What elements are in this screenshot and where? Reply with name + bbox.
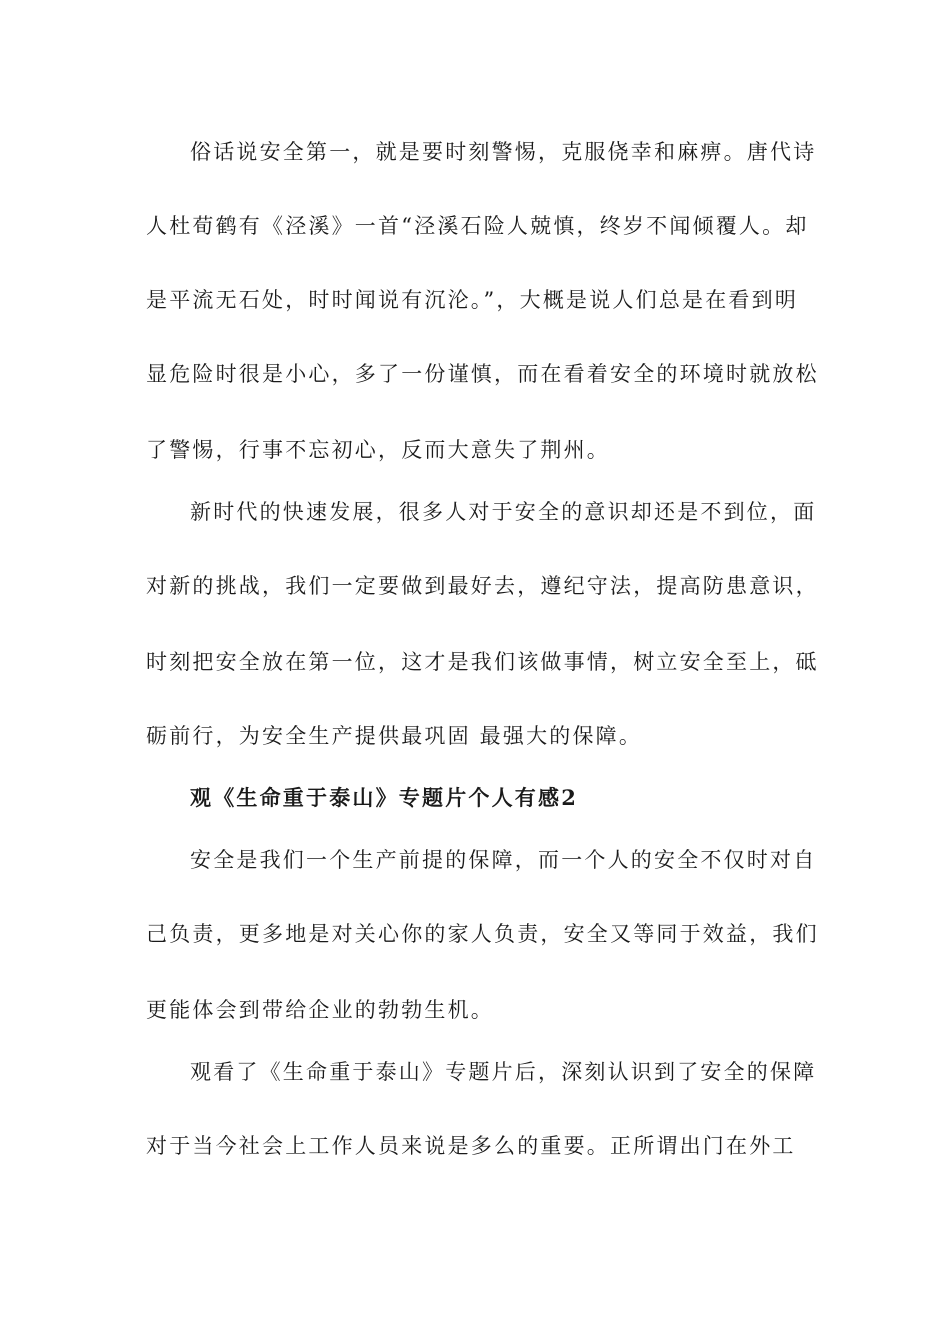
paragraph-3-line-2: 己负责，更多地是对关心你的家人负责，安全又等同于效益，我们 [146, 922, 819, 946]
paragraph-1-line-1: 俗话说安全第一，就是要时刻警惕，克服侥幸和麻痹。唐代诗 [190, 140, 817, 164]
paragraph-3-line-3: 更能体会到带给企业的勃勃生机。 [146, 998, 494, 1022]
paragraph-2-line-4: 砺前行，为安全生产提供最巩固 最强大的保障。 [146, 724, 643, 748]
paragraph-1-line-2: 人杜荀鹤有《泾溪》一首“泾溪石险人兢慎，终岁不闻倾覆人。却 [146, 214, 809, 238]
paragraph-2-line-1: 新时代的快速发展，很多人对于安全的意识却还是不到位，面 [190, 500, 817, 524]
paragraph-3-line-1: 安全是我们一个生产前提的保障，而一个人的安全不仅时对自 [190, 848, 817, 872]
paragraph-1-line-3: 是平流无石处，时时闻说有沉沦。”，大概是说人们总是在看到明 [146, 288, 799, 312]
paragraph-2-line-2: 对新的挑战，我们一定要做到最好去，遵纪守法，提高防患意识， [146, 574, 819, 598]
paragraph-4-line-2: 对于当今社会上工作人员来说是多么的重要。正所谓出门在外工 [146, 1134, 796, 1158]
paragraph-4-line-1: 观看了《生命重于泰山》专题片后，深刻认识到了安全的保障 [190, 1060, 817, 1084]
paragraph-2-line-3: 时刻把安全放在第一位，这才是我们该做事情，树立安全至上，砥 [146, 650, 819, 674]
paragraph-1-line-4: 显危险时很是小心，多了一份谨慎，而在看着安全的环境时就放松 [146, 362, 819, 386]
paragraph-1-line-5: 了警惕，行事不忘初心，反而大意失了荆州。 [146, 438, 610, 462]
section-heading: 观《生命重于泰山》专题片个人有感2 [190, 785, 579, 810]
